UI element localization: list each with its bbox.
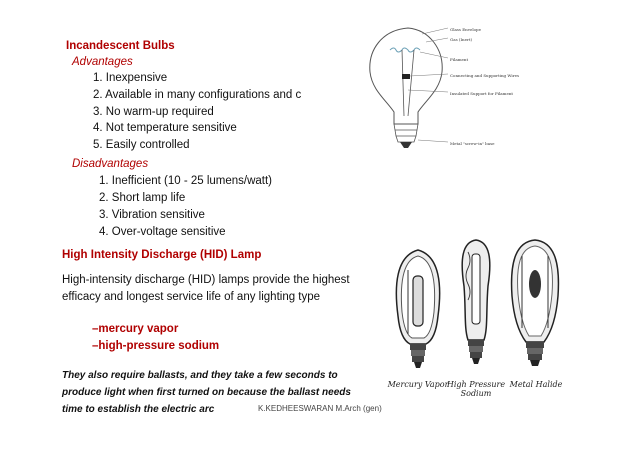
bulb-label: Insulated Support for Filament (450, 91, 514, 96)
footer-credit: K.KEDHEESWARAN M.Arch (gen) (258, 404, 382, 413)
disadvantage-item: 2. Short lamp life (99, 192, 186, 204)
hid-type-item: –high-pressure sodium (92, 340, 220, 352)
disadvantage-item: 3. Vibration sensitive (99, 209, 205, 221)
caption-metal-halide: Metal Halide (509, 380, 563, 389)
advantage-item: 3. No warm-up required (93, 106, 214, 118)
metal-halide-lamp-illustration (504, 236, 566, 372)
advantage-item: 5. Easily controlled (93, 139, 190, 151)
high-pressure-sodium-lamp-illustration (448, 236, 504, 370)
caption-high-pressure-sodium: High Pressure Sodium (446, 380, 506, 398)
incandescent-bulb-illustration (360, 20, 510, 150)
caption-mercury-vapor: Mercury Vapor (387, 380, 449, 389)
disadvantage-item: 1. Inefficient (10 - 25 lumens/watt) (99, 175, 273, 187)
disadvantage-item: 4. Over-voltage sensitive (99, 226, 226, 238)
hid-description: High-intensity discharge (HID) lamps provide the highest efficacy and longest service life of any lighting type (62, 274, 350, 303)
bulb-label: Filament (450, 57, 469, 62)
ballast-note: They also require ballasts, and they take a few seconds to produce light when first turned on because the ballast needs time to establish the electric arc (62, 370, 351, 415)
bulb-label: Metal "screw-in" base (450, 141, 495, 146)
hid-type-item: –mercury vapor (92, 323, 179, 335)
bulb-label: Connecting and Supporting Wires (450, 73, 520, 78)
advantages-label: Advantages (72, 56, 133, 68)
bulb-label: Gas (Inert) (450, 37, 473, 42)
mercury-vapor-lamp-illustration (388, 246, 448, 372)
incandescent-title: Incandescent Bulbs (66, 40, 175, 52)
hid-title: High Intensity Discharge (HID) Lamp (62, 249, 262, 261)
advantage-item: 2. Available in many configurations and c (93, 89, 302, 101)
disadvantages-label: Disadvantages (72, 158, 149, 170)
advantage-item: 1. Inexpensive (93, 72, 168, 84)
bulb-label: Glass Envelope (450, 27, 481, 32)
advantage-item: 4. Not temperature sensitive (93, 122, 237, 134)
